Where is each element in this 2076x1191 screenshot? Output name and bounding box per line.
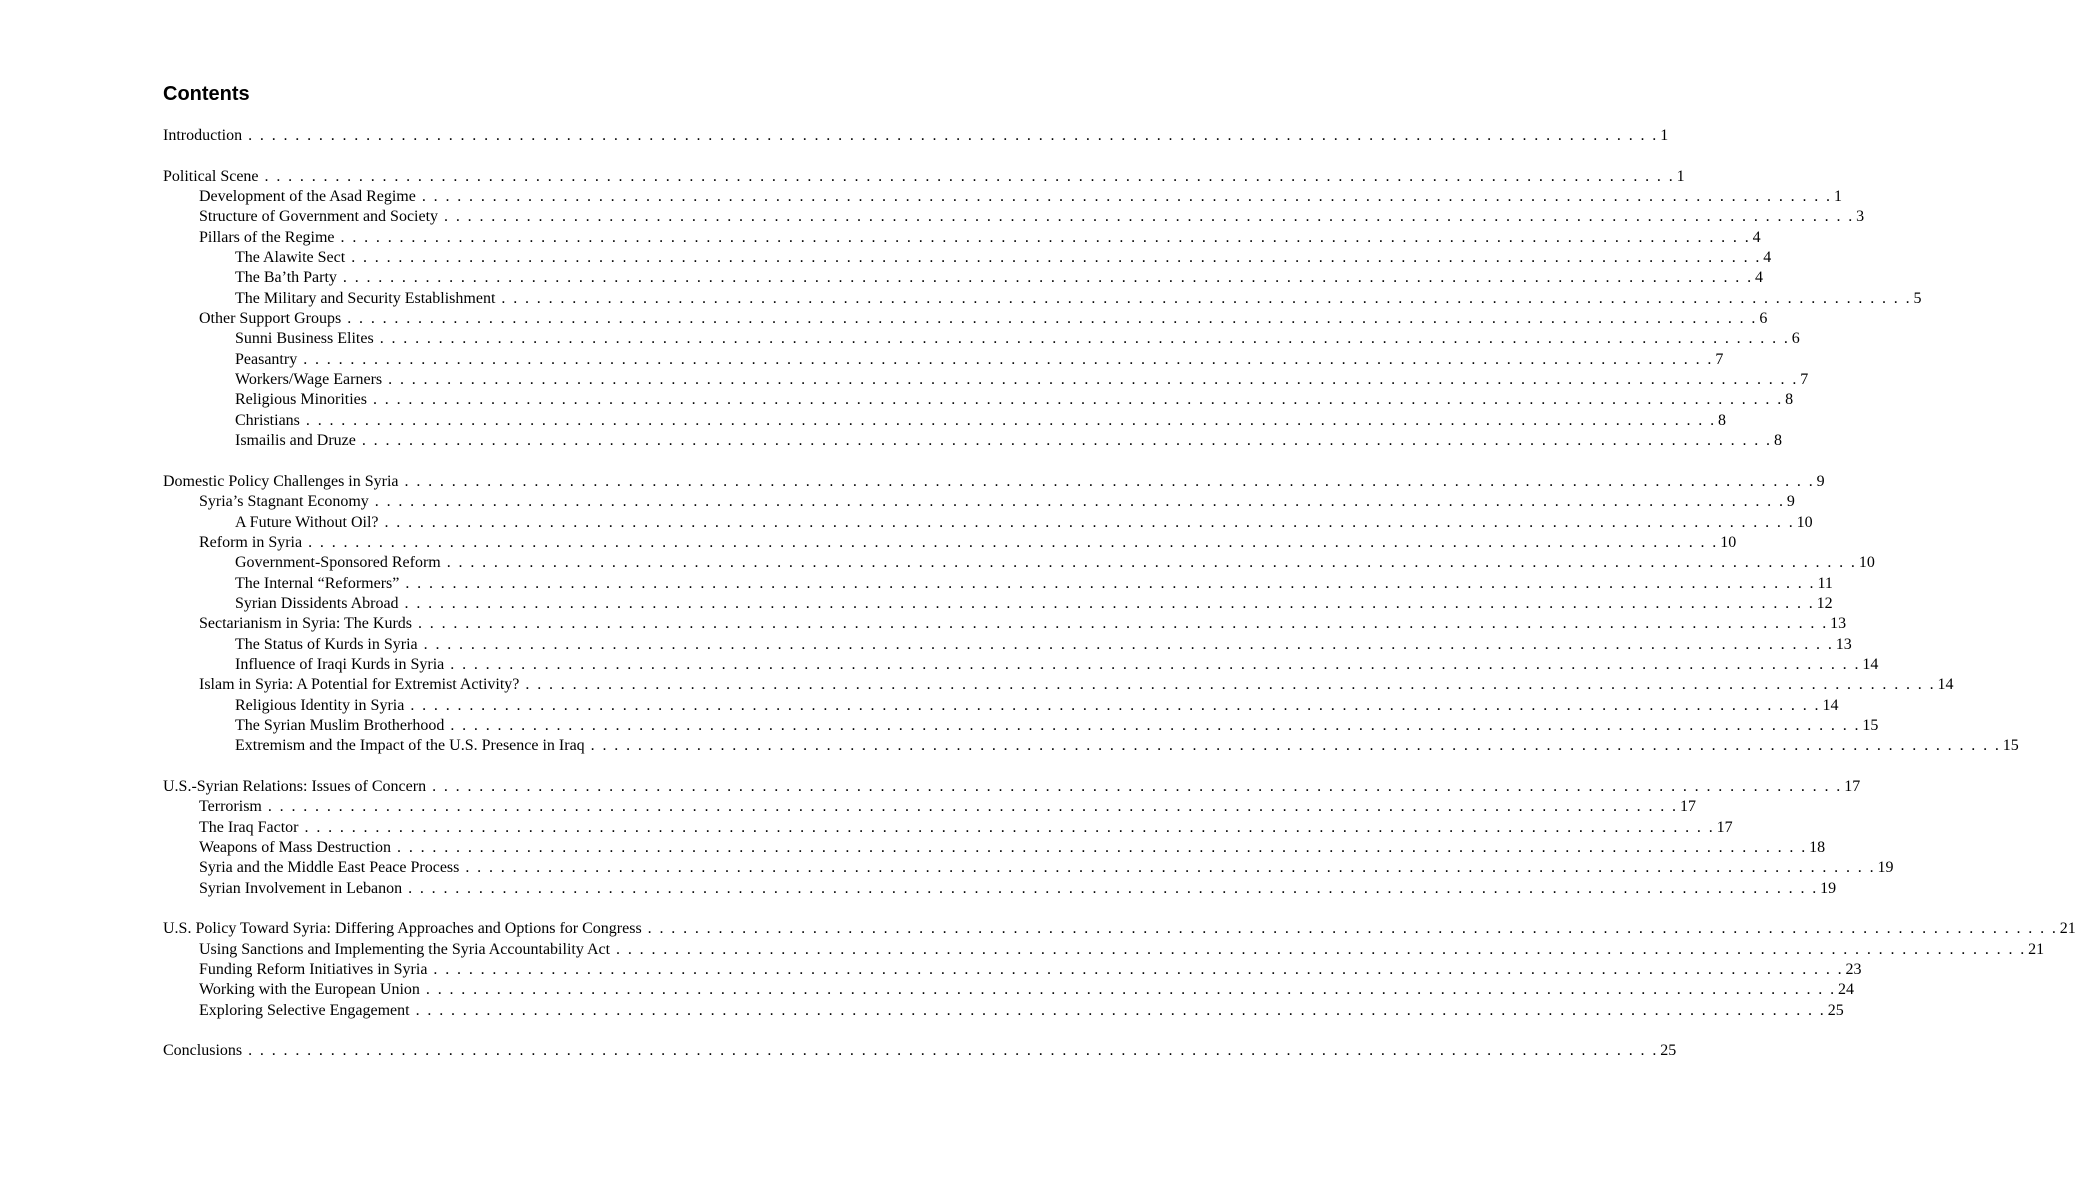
toc-entry[interactable]: [163, 310, 1768, 330]
toc-entry-label: The Ba’th Party: [235, 269, 337, 287]
dot-leader: . . . . . . . . . . . . . . . . . . . . . . . . . . . . . . . . . . . . . . . . . . . . . . . . . . . . . . . . . . . . . . . . . . . . . . . . . . . . . . . . . . . . . . . . . . . . . . . . . . . . . . . . . . . . . . . . . . . . . . . .: [450, 655, 1861, 673]
toc-entry-page-number: 10: [1720, 533, 1737, 551]
toc-entry[interactable]: [163, 879, 1837, 900]
toc-entry-page-number: 8: [1785, 391, 1794, 409]
toc-entry-label: Syria’s Stagnant Economy: [199, 493, 369, 511]
dot-leader: . . . . . . . . . . . . . . . . . . . . . . . . . . . . . . . . . . . . . . . . . . . . . . . . . . . . . . . . . . . . . . . . . . . . . . . . . . . . . . . . . . . . . . . . . . . . . . . . . . . . . . . . . . . . . . . . . . . . . . . .: [432, 778, 1843, 795]
toc-entry-page-number: 14: [1937, 676, 1954, 694]
toc-entry-label: Terrorism: [199, 798, 262, 816]
toc-entry-label: Structure of Government and Society: [199, 208, 439, 226]
dot-leader: . . . . . . . . . . . . . . . . . . . . . . . . . . . . . . . . . . . . . . . . . . . . . . . . . . . . . . . . . . . . . . . . . . . . . . . . . . . . . . . . . . . . . . . . . . . . . . . . . . . . . . . . . . . . . . . . . . . . . . . .: [415, 1001, 1826, 1019]
toc-entry-page-number: 13: [1830, 615, 1847, 633]
toc-entry-label: Exploring Selective Engagement: [199, 1001, 410, 1019]
toc-entry[interactable]: [163, 737, 2019, 757]
dot-leader: . . . . . . . . . . . . . . . . . . . . . . . . . . . . . . . . . . . . . . . . . . . . . . . . . . . . . . . . . . . . . . . . . . . . . . . . . . . . . . . . . . . . . . . . . . . . . . . . . . . . . . . . . . . . . . . . . . . . . . . .: [304, 818, 1715, 836]
toc-entry[interactable]: [163, 676, 1954, 696]
dot-leader: . . . . . . . . . . . . . . . . . . . . . . . . . . . . . . . . . . . . . . . . . . . . . . . . . . . . . . . . . . . . . . . . . . . . . . . . . . . . . . . . . . . . . . . . . . . . . . . . . . . . . . . . . . . . . . . . . . . . . . . .: [397, 839, 1808, 857]
toc-entry[interactable]: [163, 533, 1737, 554]
toc-entry-page-number: 6: [1791, 330, 1800, 348]
page-title: Contents: [163, 83, 250, 105]
toc-entry-label: Working with the European Union: [199, 981, 420, 999]
toc-entry-page-number: 21: [2059, 920, 2076, 938]
toc-entry-page-number: 9: [1786, 493, 1795, 511]
toc-entry[interactable]: [163, 615, 1847, 635]
toc-entry-page-number: 3: [1856, 208, 1865, 226]
dot-leader: . . . . . . . . . . . . . . . . . . . . . . . . . . . . . . . . . . . . . . . . . . . . . . . . . . . . . . . . . . . . . . . . . . . . . . . . . . . . . . . . . . . . . . . . . . . . . . . . . . . . . . . . . . . . . . . . . . . . . . . .: [388, 371, 1799, 389]
dot-leader: . . . . . . . . . . . . . . . . . . . . . . . . . . . . . . . . . . . . . . . . . . . . . . . . . . . . . . . . . . . . . . . . . . . . . . . . . . . . . . . . . . . . . . . . . . . . . . . . . . . . . . . . . . . . . . . . . . . . . . . .: [404, 594, 1815, 612]
toc-entry-page-number: 5: [1913, 289, 1922, 307]
toc-entry-page-number: 17: [1716, 818, 1733, 836]
toc-entry[interactable]: [163, 289, 1922, 310]
toc-entry-page-number: 19: [1820, 879, 1837, 897]
dot-leader: . . . . . . . . . . . . . . . . . . . . . . . . . . . . . . . . . . . . . . . . . . . . . . . . . . . . . . . . . . . . . . . . . . . . . . . . . . . . . . . . . . . . . . . . . . . . . . . . . . . . . . . . . . . . . . . . . . . . . . . .: [408, 879, 1819, 897]
toc-entry[interactable]: [163, 1001, 1844, 1022]
toc-entry[interactable]: [163, 655, 1879, 676]
toc-entry-page-number: 25: [1827, 1001, 1844, 1019]
toc-entry-page-number: 17: [1844, 778, 1861, 795]
toc-entry-page-number: 6: [1759, 310, 1768, 328]
dot-leader: . . . . . . . . . . . . . . . . . . . . . . . . . . . . . . . . . . . . . . . . . . . . . . . . . . . . . . . . . . . . . . . . . . . . . . . . . . . . . . . . . . . . . . . . . . . . . . . . . . . . . . . . . . . . . . . . . . . . . . . .: [305, 411, 1716, 429]
toc-entry-page-number: 4: [1763, 249, 1772, 267]
toc-entry-page-number: 4: [1755, 269, 1764, 287]
toc-entry-page-number: 10: [1796, 513, 1813, 531]
toc-entry-page-number: 1: [1676, 167, 1685, 185]
toc-entry-label: Workers/Wage Earners: [235, 371, 383, 389]
dot-leader: . . . . . . . . . . . . . . . . . . . . . . . . . . . . . . . . . . . . . . . . . . . . . . . . . . . . . . . . . . . . . . . . . . . . . . . . . . . . . . . . . . . . . . . . . . . . . . . . . . . . . . . . . . . . . . . . . . . . . . . .: [647, 920, 2058, 938]
dot-leader: . . . . . . . . . . . . . . . . . . . . . . . . . . . . . . . . . . . . . . . . . . . . . . . . . . . . . . . . . . . . . . . . . . . . . . . . . . . . . . . . . . . . . . . . . . . . . . . . . . . . . . . . . . . . . . . . . . . . . . . .: [361, 432, 1772, 450]
dot-leader: . . . . . . . . . . . . . . . . . . . . . . . . . . . . . . . . . . . . . . . . . . . . . . . . . . . . . . . . . . . . . . . . . . . . . . . . . . . . . . . . . . . . . . . . . . . . . . . . . . . . . . . . . . . . . . . . . . . . . . . .: [404, 472, 1815, 490]
toc-entry-page-number: 15: [1862, 716, 1879, 734]
toc-entry-page-number: 13: [1835, 635, 1852, 653]
toc-entry-label: Syria and the Middle East Peace Process: [199, 859, 460, 877]
toc-entry-label: Religious Identity in Syria: [235, 696, 405, 714]
toc-entry-page-number: 10: [1858, 554, 1875, 572]
toc-entry-page-number: 14: [1862, 655, 1879, 673]
toc-entry-label: Pillars of the Regime: [199, 228, 335, 246]
toc-entry[interactable]: [163, 716, 1879, 737]
toc-entry-label: Ismailis and Druze: [235, 432, 356, 450]
toc-entry-page-number: 8: [1773, 432, 1782, 450]
toc-entry[interactable]: [163, 391, 1794, 411]
toc-entry-page-number: 21: [2028, 940, 2045, 958]
toc-entry-page-number: 25: [1660, 1042, 1677, 1060]
toc-entry[interactable]: [163, 269, 1764, 289]
dot-leader: . . . . . . . . . . . . . . . . . . . . . . . . . . . . . . . . . . . . . . . . . . . . . . . . . . . . . . . . . . . . . . . . . . . . . . . . . . . . . . . . . . . . . . . . . . . . . . . . . . . . . . . . . . . . . . . . . . . . . . . .: [264, 167, 1675, 185]
toc-entry-label: Other Support Groups: [199, 310, 342, 328]
toc-entry-label: The Internal “Reformers”: [235, 574, 400, 592]
toc-entry-page-number: 7: [1800, 371, 1809, 389]
dot-leader: . . . . . . . . . . . . . . . . . . . . . . . . . . . . . . . . . . . . . . . . . . . . . . . . . . . . . . . . . . . . . . . . . . . . . . . . . . . . . . . . . . . . . . . . . . . . . . . . . . . . . . . . . . . . . . . . . . . . . . . .: [616, 940, 2027, 958]
dot-leader: . . . . . . . . . . . . . . . . . . . . . . . . . . . . . . . . . . . . . . . . . . . . . . . . . . . . . . . . . . . . . . . . . . . . . . . . . . . . . . . . . . . . . . . . . . . . . . . . . . . . . . . . . . . . . . . . . . . . . . . .: [303, 350, 1714, 368]
toc-entry-label: Introduction: [163, 127, 243, 144]
toc-entry-page-number: 15: [2002, 737, 2019, 755]
toc-entry-label: Sectarianism in Syria: The Kurds: [199, 615, 412, 633]
toc-entry-page-number: 1: [1833, 188, 1842, 206]
dot-leader: . . . . . . . . . . . . . . . . . . . . . . . . . . . . . . . . . . . . . . . . . . . . . . . . . . . . . . . . . . . . . . . . . . . . . . . . . . . . . . . . . . . . . . . . . . . . . . . . . . . . . . . . . . . . . . . . . . . . . . . .: [267, 798, 1678, 816]
dot-leader: . . . . . . . . . . . . . . . . . . . . . . . . . . . . . . . . . . . . . . . . . . . . . . . . . . . . . . . . . . . . . . . . . . . . . . . . . . . . . . . . . . . . . . . . . . . . . . . . . . . . . . . . . . . . . . . . . . . . . . . .: [342, 269, 1754, 287]
toc-entry-page-number: 1: [1660, 127, 1669, 144]
dot-leader: . . . . . . . . . . . . . . . . . . . . . . . . . . . . . . . . . . . . . . . . . . . . . . . . . . . . . . . . . . . . . . . . . . . . . . . . . . . . . . . . . . . . . . . . . . . . . . . . . . . . . . . . . . . . . . . . . . . . . . . .: [425, 981, 1836, 999]
toc-entry-page-number: 4: [1752, 228, 1761, 246]
toc-entry[interactable]: [163, 249, 1772, 269]
toc-entry-page-number: 9: [1816, 472, 1825, 490]
toc-entry[interactable]: [163, 167, 1685, 188]
toc-entry-label: Extremism and the Impact of the U.S. Presence in Iraq: [235, 737, 585, 755]
toc-entry[interactable]: [163, 432, 1782, 452]
toc-entry-label: Peasantry: [235, 350, 298, 368]
toc-entry-label: The Alawite Sect: [235, 249, 346, 267]
toc-entry-label: Using Sanctions and Implementing the Syria Accountability Act: [199, 940, 611, 958]
toc-entry-label: Christians: [235, 411, 300, 429]
toc-entry[interactable]: [163, 798, 1696, 818]
dot-leader: . . . . . . . . . . . . . . . . . . . . . . . . . . . . . . . . . . . . . . . . . . . . . . . . . . . . . . . . . . . . . . . . . . . . . . . . . . . . . . . . . . . . . . . . . . . . . . . . . . . . . . . . . . . . . . . . . . . . . . . .: [405, 574, 1816, 592]
dot-leader: . . . . . . . . . . . . . . . . . . . . . . . . . . . . . . . . . . . . . . . . . . . . . . . . . . . . . . . . . . . . . . . . . . . . . . . . . . . . . . . . . . . . . . . . . . . . . . . . . . . . . . . . . . . . . . . . . . . . . . . .: [433, 961, 1844, 979]
toc-entry-label: A Future Without Oil?: [235, 513, 379, 531]
toc-entry-label: Political Scene: [163, 167, 259, 185]
dot-leader: . . . . . . . . . . . . . . . . . . . . . . . . . . . . . . . . . . . . . . . . . . . . . . . . . . . . . . . . . . . . . . . . . . . . . . . . . . . . . . . . . . . . . . . . . . . . . . . . . . . . . . . . . . . . . . . . . . . . . . . .: [465, 859, 1876, 877]
toc-entry-label: Weapons of Mass Destruction: [199, 839, 392, 857]
toc-entry[interactable]: [163, 594, 1833, 615]
toc-entry-page-number: 7: [1715, 350, 1724, 368]
table-of-contents: [163, 127, 2076, 1063]
toc-entry-label: The Iraq Factor: [199, 818, 299, 836]
toc-entry[interactable]: [163, 513, 1813, 534]
toc-entry-page-number: 23: [1845, 961, 1862, 979]
toc-entry-label: U.S. Policy Toward Syria: Differing Approaches and Options for Congress: [163, 920, 642, 938]
toc-entry[interactable]: [163, 859, 1894, 879]
toc-entry-page-number: 24: [1838, 981, 1854, 999]
toc-entry-label: Conclusions: [163, 1042, 243, 1060]
toc-entry-label: Syrian Involvement in Lebanon: [199, 879, 403, 897]
toc-entry-label: Development of the Asad Regime: [199, 188, 416, 206]
dot-leader: . . . . . . . . . . . . . . . . . . . . . . . . . . . . . . . . . . . . . . . . . . . . . . . . . . . . . . . . . . . . . . . . . . . . . . . . . . . . . . . . . . . . . . . . . . . . . . . . . . . . . . . . . . . . . . . . . . . . . . . .: [525, 676, 1936, 694]
toc-entry[interactable]: [163, 330, 1800, 350]
toc-entry[interactable]: [163, 127, 1669, 147]
dot-leader: . . . . . . . . . . . . . . . . . . . . . . . . . . . . . . . . . . . . . . . . . . . . . . . . . . . . . . . . . . . . . . . . . . . . . . . . . . . . . . . . . . . . . . . . . . . . . . . . . . . . . . . . . . . . . . . . . . . . . . . .: [418, 615, 1829, 633]
toc-entry-label: Reform in Syria: [199, 533, 303, 551]
toc-entry[interactable]: [163, 920, 2076, 940]
toc-entry-page-number: 12: [1816, 594, 1833, 612]
toc-entry-label: Syrian Dissidents Abroad: [235, 594, 399, 612]
toc-entry[interactable]: [163, 940, 2045, 961]
toc-entry[interactable]: [163, 411, 1726, 432]
toc-entry[interactable]: [163, 188, 1842, 208]
toc-entry[interactable]: [163, 554, 1875, 574]
dot-leader: . . . . . . . . . . . . . . . . . . . . . . . . . . . . . . . . . . . . . . . . . . . . . . . . . . . . . . . . . . . . . . . . . . . . . . . . . . . . . . . . . . . . . . . . . . . . . . . . . . . . . . . . . . . . . . . . . . . . . . . .: [379, 330, 1790, 348]
toc-entry-page-number: 17: [1679, 798, 1696, 816]
toc-entry[interactable]: [163, 208, 1865, 228]
toc-entry-label: The Status of Kurds in Syria: [235, 635, 418, 653]
toc-entry-page-number: 11: [1817, 574, 1833, 592]
toc-entry-label: Islam in Syria: A Potential for Extremist Activity?: [199, 676, 520, 694]
toc-entry-label: Domestic Policy Challenges in Syria: [163, 472, 399, 490]
dot-leader: . . . . . . . . . . . . . . . . . . . . . . . . . . . . . . . . . . . . . . . . . . . . . . . . . . . . . . . . . . . . . . . . . . . . . . . . . . . . . . . . . . . . . . . . . . . . . . . . . . . . . . . . . . . . . . . . . . . . . . . .: [446, 554, 1857, 572]
toc-entry-label: Sunni Business Elites: [235, 330, 374, 348]
toc-entry-label: Government-Sponsored Reform: [235, 554, 441, 572]
toc-entry[interactable]: [163, 839, 1826, 859]
toc-entry-label: Religious Minorities: [235, 391, 367, 409]
dot-leader: . . . . . . . . . . . . . . . . . . . . . . . . . . . . . . . . . . . . . . . . . . . . . . . . . . . . . . . . . . . . . . . . . . . . . . . . . . . . . . . . . . . . . . . . . . . . . . . . . . . . . . . . . . . . . . . . . . . . . . . .: [374, 493, 1785, 511]
dot-leader: . . . . . . . . . . . . . . . . . . . . . . . . . . . . . . . . . . . . . . . . . . . . . . . . . . . . . . . . . . . . . . . . . . . . . . . . . . . . . . . . . . . . . . . . . . . . . . . . . . . . . . . . . . . . . . . . . . . . . . . .: [373, 391, 1784, 409]
toc-entry-label: Influence of Iraqi Kurds in Syria: [235, 655, 445, 673]
dot-leader: . . . . . . . . . . . . . . . . . . . . . . . . . . . . . . . . . . . . . . . . . . . . . . . . . . . . . . . . . . . . . . . . . . . . . . . . . . . . . . . . . . . . . . . . . . . . . . . . . . . . . . . . . . . . . . . . . . . . . . . .: [308, 533, 1719, 551]
toc-entry-page-number: 8: [1718, 411, 1726, 429]
toc-entry-label: U.S.-Syrian Relations: Issues of Concern: [163, 778, 427, 795]
dot-leader: . . . . . . . . . . . . . . . . . . . . . . . . . . . . . . . . . . . . . . . . . . . . . . . . . . . . . . . . . . . . . . . . . . . . . . . . . . . . . . . . . . . . . . . . . . . . . . . . . . . . . . . . . . . . . . . . . . . . . . . .: [444, 208, 1855, 226]
toc-entry[interactable]: [163, 778, 1861, 798]
toc-entry-page-number: 14: [1822, 696, 1839, 714]
toc-entry-page-number: 18: [1809, 839, 1826, 857]
toc-entry-label: The Military and Security Establishment: [235, 289, 496, 307]
dot-leader: . . . . . . . . . . . . . . . . . . . . . . . . . . . . . . . . . . . . . . . . . . . . . . . . . . . . . . . . . . . . . . . . . . . . . . . . . . . . . . . . . . . . . . . . . . . . . . . . . . . . . . . . . . . . . . . . . . . . . . . .: [450, 716, 1861, 734]
toc-entry[interactable]: [163, 228, 1761, 249]
toc-entry-label: The Syrian Muslim Brotherhood: [235, 716, 445, 734]
toc-entry[interactable]: [163, 472, 1825, 493]
toc-entry-page-number: 19: [1877, 859, 1894, 877]
toc-entry-label: Funding Reform Initiatives in Syria: [199, 961, 428, 979]
toc-entry[interactable]: [163, 493, 1795, 513]
dot-leader: . . . . . . . . . . . . . . . . . . . . . . . . . . . . . . . . . . . . . . . . . . . . . . . . . . . . . . . . . . . . . . . . . . . . . . . . . . . . . . . . . . . . . . . . . . . . . . . . . . . . . . . . . . . . . . . . . . . . . . . .: [421, 188, 1832, 206]
toc-entry[interactable]: [163, 350, 1724, 371]
toc-entry[interactable]: [163, 1042, 1677, 1062]
toc-entry[interactable]: [163, 574, 1833, 595]
dot-leader: . . . . . . . . . . . . . . . . . . . . . . . . . . . . . . . . . . . . . . . . . . . . . . . . . . . . . . . . . . . . . . . . . . . . . . . . . . . . . . . . . . . . . . . . . . . . . . . . . . . . . . . . . . . . . . . . . . . . . . . .: [423, 635, 1834, 653]
dot-leader: . . . . . . . . . . . . . . . . . . . . . . . . . . . . . . . . . . . . . . . . . . . . . . . . . . . . . . . . . . . . . . . . . . . . . . . . . . . . . . . . . . . . . . . . . . . . . . . . . . . . . . . . . . . . . . . . . . . . . . . .: [351, 249, 1762, 267]
dot-leader: . . . . . . . . . . . . . . . . . . . . . . . . . . . . . . . . . . . . . . . . . . . . . . . . . . . . . . . . . . . . . . . . . . . . . . . . . . . . . . . . . . . . . . . . . . . . . . . . . . . . . . . . . . . . . . . . . . . . . . . .: [410, 696, 1821, 714]
dot-leader: . . . . . . . . . . . . . . . . . . . . . . . . . . . . . . . . . . . . . . . . . . . . . . . . . . . . . . . . . . . . . . . . . . . . . . . . . . . . . . . . . . . . . . . . . . . . . . . . . . . . . . . . . . . . . . . . . . . . . . . .: [590, 737, 2001, 755]
dot-leader: . . . . . . . . . . . . . . . . . . . . . . . . . . . . . . . . . . . . . . . . . . . . . . . . . . . . . . . . . . . . . . . . . . . . . . . . . . . . . . . . . . . . . . . . . . . . . . . . . . . . . . . . . . . . . . . . . . . . . . . .: [248, 1042, 1659, 1060]
toc-entry[interactable]: [163, 371, 1809, 391]
toc-entry[interactable]: [163, 818, 1733, 839]
toc-entry[interactable]: [163, 961, 1862, 981]
dot-leader: . . . . . . . . . . . . . . . . . . . . . . . . . . . . . . . . . . . . . . . . . . . . . . . . . . . . . . . . . . . . . . . . . . . . . . . . . . . . . . . . . . . . . . . . . . . . . . . . . . . . . . . . . . . . . . . . . . . . . . . .: [248, 127, 1659, 144]
toc-entry[interactable]: [163, 635, 1852, 656]
dot-leader: . . . . . . . . . . . . . . . . . . . . . . . . . . . . . . . . . . . . . . . . . . . . . . . . . . . . . . . . . . . . . . . . . . . . . . . . . . . . . . . . . . . . . . . . . . . . . . . . . . . . . . . . . . . . . . . . . . . . . . . .: [340, 228, 1751, 246]
dot-leader: . . . . . . . . . . . . . . . . . . . . . . . . . . . . . . . . . . . . . . . . . . . . . . . . . . . . . . . . . . . . . . . . . . . . . . . . . . . . . . . . . . . . . . . . . . . . . . . . . . . . . . . . . . . . . . . . . . . . . . . .: [501, 289, 1912, 307]
toc-entry[interactable]: [163, 981, 1854, 1001]
dot-leader: . . . . . . . . . . . . . . . . . . . . . . . . . . . . . . . . . . . . . . . . . . . . . . . . . . . . . . . . . . . . . . . . . . . . . . . . . . . . . . . . . . . . . . . . . . . . . . . . . . . . . . . . . . . . . . . . . . . . . . . .: [347, 310, 1758, 328]
toc-entry[interactable]: [163, 696, 1839, 717]
dot-leader: . . . . . . . . . . . . . . . . . . . . . . . . . . . . . . . . . . . . . . . . . . . . . . . . . . . . . . . . . . . . . . . . . . . . . . . . . . . . . . . . . . . . . . . . . . . . . . . . . . . . . . . . . . . . . . . . . . . . . . . .: [384, 513, 1795, 531]
